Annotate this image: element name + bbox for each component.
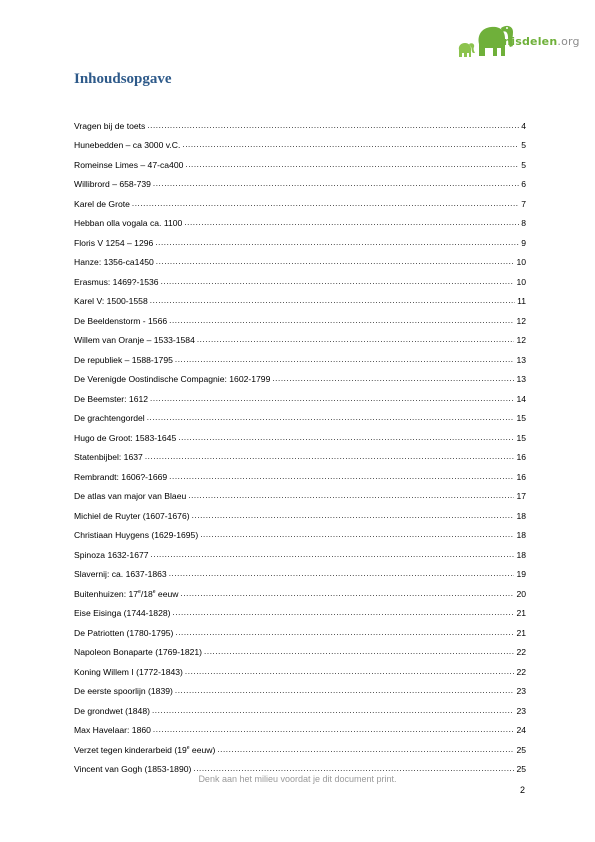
toc-entry[interactable]: [74, 522, 526, 542]
page-number: 2: [520, 785, 526, 795]
dot-leader: [184, 217, 519, 229]
dot-leader: [169, 315, 514, 327]
dot-leader: [175, 354, 515, 366]
dot-leader: [147, 412, 515, 424]
toc-entry-title: De grachtengordel: [74, 413, 145, 423]
dot-leader: [180, 588, 514, 600]
dot-leader: [192, 510, 515, 522]
toc-entry-title: Christiaan Huygens (1629-1695): [74, 530, 199, 540]
toc-entry-page: 5: [521, 159, 526, 170]
toc-entry-page: 14: [516, 393, 526, 404]
table-of-contents: [74, 112, 526, 775]
toc-entry[interactable]: [74, 697, 526, 717]
dot-leader: [161, 276, 515, 288]
toc-entry-title: Hugo de Groot: 1583-1645: [74, 432, 177, 443]
toc-entry[interactable]: [74, 600, 526, 620]
toc-entry-page: 18: [516, 549, 526, 560]
toc-entry[interactable]: [74, 327, 526, 347]
dot-leader: [132, 198, 519, 210]
toc-entry-page: 12: [516, 335, 526, 345]
dot-leader: [156, 256, 515, 268]
toc-entry-title: Willibrord – 658-739: [74, 179, 151, 189]
toc-entry[interactable]: [74, 249, 526, 269]
toc-entry-title: Statenbijbel: 1637: [74, 452, 143, 462]
toc-entry-title: Slavernij: ca. 1637-1863: [74, 569, 167, 579]
toc-entry-page: 16: [516, 471, 526, 482]
toc-entry-title: De Beeldenstorm - 1566: [74, 315, 168, 326]
toc-entry[interactable]: [74, 424, 526, 444]
toc-entry[interactable]: [74, 405, 526, 425]
toc-entry-title: Hunebedden – ca 3000 v.C.: [74, 140, 181, 150]
dot-leader: [153, 178, 519, 190]
toc-entry-page: 23: [516, 686, 526, 696]
toc-entry-page: 22: [516, 647, 526, 657]
toc-entry[interactable]: [74, 541, 526, 561]
dot-leader: [152, 705, 514, 717]
toc-entry[interactable]: [74, 385, 526, 405]
toc-entry-page: 16: [516, 452, 526, 462]
toc-entry[interactable]: [74, 580, 526, 600]
toc-entry[interactable]: [74, 190, 526, 210]
toc-entry-page: 25: [516, 744, 526, 755]
toc-entry[interactable]: [74, 112, 526, 132]
footer-note: Denk aan het milieu voordat je dit document print.: [198, 774, 397, 784]
toc-entry-page: 20: [516, 588, 526, 599]
toc-entry-title: Koning Willem I (1772-1843): [74, 666, 183, 677]
dot-leader: [175, 627, 514, 639]
toc-entry[interactable]: [74, 463, 526, 483]
toc-entry-page: 11: [517, 296, 526, 306]
toc-entry[interactable]: [74, 678, 526, 698]
toc-entry-title: Erasmus: 1469?-1536: [74, 276, 159, 287]
toc-entry-title: De grondwet (1848): [74, 705, 150, 716]
toc-entry[interactable]: [74, 210, 526, 230]
toc-entry[interactable]: [74, 346, 526, 366]
toc-entry-title: Karel de Grote: [74, 198, 130, 209]
toc-entry-title: De Patriotten (1780-1795): [74, 627, 174, 638]
toc-entry-page: 10: [516, 276, 526, 287]
toc-entry-page: 6: [521, 179, 526, 189]
toc-entry-page: 7: [521, 198, 526, 209]
toc-entry[interactable]: [74, 619, 526, 639]
dot-leader: [145, 451, 515, 463]
toc-entry[interactable]: [74, 756, 526, 776]
toc-entry[interactable]: [74, 132, 526, 152]
toc-entry-page: 24: [516, 725, 526, 735]
dot-leader: [153, 724, 515, 736]
toc-entry-page: 17: [516, 491, 526, 501]
toc-entry[interactable]: [74, 444, 526, 464]
toc-entry-page: 9: [521, 237, 526, 248]
toc-entry-page: 10: [516, 257, 526, 267]
toc-entry-title: Vincent van Gogh (1853-1890): [74, 764, 192, 774]
dot-leader: [178, 432, 514, 444]
dot-leader: [182, 139, 519, 151]
toc-entry-title: Max Havelaar: 1860: [74, 725, 151, 735]
toc-entry[interactable]: [74, 229, 526, 249]
toc-entry[interactable]: [74, 366, 526, 386]
toc-entry-title: Rembrandt: 1606?-1669: [74, 471, 168, 482]
logo-text: [479, 35, 580, 48]
toc-entry-page: 19: [516, 569, 526, 579]
toc-entry[interactable]: [74, 561, 526, 581]
dot-leader: [173, 607, 515, 619]
toc-entry[interactable]: [74, 171, 526, 191]
toc-entry-title: Vragen bij de toets: [74, 120, 146, 131]
toc-entry[interactable]: [74, 717, 526, 737]
toc-entry-title: De Beemster: 1612: [74, 393, 149, 404]
toc-entry-title: Spinoza 1632-1677: [74, 549, 149, 560]
toc-entry-page: 5: [521, 140, 526, 150]
dot-leader: [150, 295, 515, 307]
toc-entry-title: Napoleon Bonaparte (1769-1821): [74, 647, 203, 657]
toc-entry-title: Romeinse Limes – 47-ca400: [74, 159, 184, 170]
toc-entry-page: 13: [516, 374, 526, 384]
toc-entry-page: 18: [516, 510, 526, 521]
dot-leader: [272, 373, 514, 385]
kennisdelen-logo: [455, 16, 585, 60]
logo-tld: .org: [557, 35, 580, 48]
toc-entry-title: De republiek – 1588-1795: [74, 354, 173, 365]
toc-entry-title: De atlas van major van Blaeu: [74, 491, 187, 501]
toc-entry-page: 8: [521, 218, 526, 228]
toc-entry[interactable]: [74, 483, 526, 503]
dot-leader: [150, 393, 514, 405]
toc-entry-title: De Verenigde Oostindische Compagnie: 1602-1799: [74, 374, 271, 384]
toc-entry-page: 25: [516, 764, 526, 774]
dot-leader: [155, 237, 519, 249]
dot-leader: [185, 666, 515, 678]
dot-leader: [175, 685, 515, 697]
toc-entry-title: Buitenhuizen: 17e/18e eeuw: [74, 588, 179, 599]
dot-leader: [200, 529, 514, 541]
dot-leader: [169, 471, 514, 483]
toc-entry[interactable]: [74, 151, 526, 171]
dot-leader: [217, 744, 514, 756]
toc-entry-title: Willem van Oranje – 1533-1584: [74, 335, 195, 345]
toc-entry[interactable]: [74, 736, 526, 756]
dot-leader: [204, 646, 514, 658]
toc-entry-page: 4: [521, 120, 526, 131]
toc-entry-title: Hebban olla vogala ca. 1100: [74, 218, 183, 228]
toc-entry-page: 21: [516, 627, 526, 638]
toc-entry-title: Floris V 1254 – 1296: [74, 237, 154, 248]
toc-entry-page: 18: [516, 530, 526, 540]
toc-entry-page: 21: [516, 608, 526, 618]
toc-entry-title: Karel V: 1500-1558: [74, 296, 148, 306]
toc-entry-page: 15: [516, 413, 526, 423]
toc-entry-title: Verzet tegen kinderarbeid (19e eeuw): [74, 744, 216, 755]
dot-leader: [197, 334, 515, 346]
toc-entry-page: 23: [516, 705, 526, 716]
toc-entry-title: Hanze: 1356-ca1450: [74, 257, 154, 267]
dot-leader: [147, 120, 519, 132]
toc-entry[interactable]: [74, 639, 526, 659]
dot-leader: [169, 568, 515, 580]
toc-entry-title: Eise Eisinga (1744-1828): [74, 608, 171, 618]
dot-leader: [151, 549, 515, 561]
toc-entry[interactable]: [74, 268, 526, 288]
toc-entry-page: 12: [516, 315, 526, 326]
toc-entry[interactable]: [74, 658, 526, 678]
dot-leader: [188, 490, 514, 502]
toc-entry[interactable]: [74, 307, 526, 327]
toc-entry-title: Michiel de Ruyter (1607-1676): [74, 510, 190, 521]
toc-entry-title: De eerste spoorlijn (1839): [74, 686, 173, 696]
dot-leader: [185, 159, 519, 171]
toc-entry[interactable]: [74, 502, 526, 522]
logo-brand: Kennisdelen: [479, 35, 558, 48]
toc-entry-page: 22: [516, 666, 526, 677]
toc-entry-page: 15: [516, 432, 526, 443]
toc-entry[interactable]: [74, 288, 526, 308]
toc-title: Inhoudsopgave: [74, 71, 172, 87]
toc-entry-page: 13: [516, 354, 526, 365]
